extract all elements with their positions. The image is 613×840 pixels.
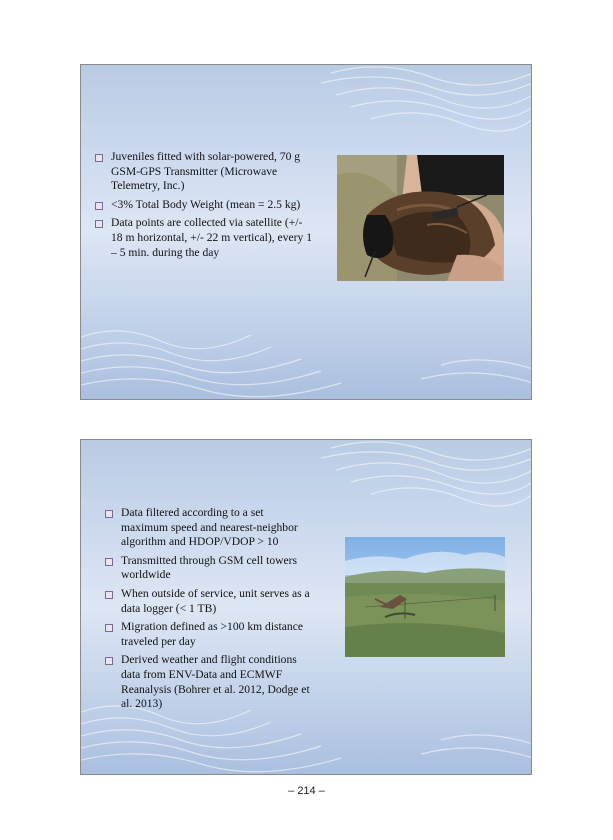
bullet-item — [105, 620, 310, 649]
bullet-marker — [105, 591, 113, 599]
eagle-flight-photo — [345, 537, 505, 657]
bullet-text: <3% Total Body Weight (mean = 2.5 kg) — [111, 197, 301, 211]
bullet-item — [95, 150, 315, 194]
bullet-marker — [95, 202, 103, 210]
page-number: – 214 – — [288, 785, 325, 797]
bullet-text: When outside of service, unit serves as a data logger (< 1 TB) — [121, 586, 310, 615]
slide-1 — [80, 64, 532, 400]
bullet-text: Data filtered according to a set maximum speed and nearest-neighbor algorithm and HDOP/VDOP > 10 — [121, 506, 298, 549]
bullet-item — [105, 554, 310, 583]
bullet-marker — [105, 510, 113, 518]
bullet-marker — [95, 154, 103, 162]
bullet-text: Migration defined as >100 km distance traveled per day — [121, 620, 304, 648]
bullet-item — [105, 587, 310, 616]
bullet-marker — [105, 624, 113, 632]
bullet-list — [95, 150, 315, 264]
bullet-text: Juveniles fitted with solar-powered, 70 g GSM-GPS Transmitter (Microwave Telemetry, Inc.) — [111, 150, 301, 193]
bullet-marker — [105, 657, 113, 665]
bullet-marker — [95, 220, 103, 228]
slide-2 — [80, 439, 532, 775]
bullet-marker — [105, 558, 113, 566]
bullet-item — [105, 653, 310, 711]
eagle-transmitter-photo — [337, 155, 504, 281]
bullet-item — [105, 506, 310, 550]
bullet-list — [105, 506, 310, 716]
bullet-text: Data points are collected via satellite (+/- 18 m horizontal, +/- 22 m vertical), every 1 – 5 min. during the day — [111, 216, 312, 259]
bullet-item — [95, 216, 315, 260]
bullet-text: Derived weather and flight conditions data from ENV-Data and ECMWF Reanalysis (Bohrer et al. 2012, Dodge et al. 2013) — [121, 653, 310, 711]
bullet-item — [95, 198, 315, 213]
bullet-text: Transmitted through GSM cell towers worldwide — [121, 553, 298, 582]
